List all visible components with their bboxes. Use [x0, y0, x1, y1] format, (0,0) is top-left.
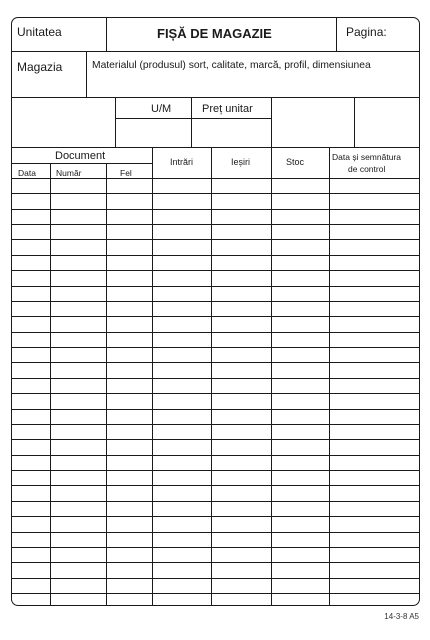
- ledger-row-line: [12, 362, 420, 363]
- column-line: [152, 147, 153, 606]
- ledger-row-line: [12, 193, 420, 194]
- table-header-bottom: [12, 178, 420, 179]
- grid-vline: [336, 18, 337, 51]
- ledger-row-line: [12, 286, 420, 287]
- ledger-row-line: [12, 239, 420, 240]
- table-header-top: [12, 147, 420, 148]
- um-label: U/M: [151, 103, 172, 115]
- unit-label: Unitatea: [17, 25, 62, 39]
- column-line: [211, 147, 212, 606]
- type-column-header: Fel: [120, 168, 132, 178]
- date-column-header: Data: [18, 168, 36, 178]
- entries-column-header: Intrări: [170, 157, 194, 167]
- ledger-row-line: [12, 332, 420, 333]
- exits-column-header: Ieșiri: [231, 157, 251, 167]
- column-line: [50, 163, 51, 606]
- column-line: [329, 147, 330, 606]
- form-title: FIȘĂ DE MAGAZIE: [157, 26, 272, 41]
- ledger-row-line: [12, 424, 420, 425]
- grid-vline: [86, 51, 87, 97]
- grid-vline: [115, 97, 116, 147]
- ledger-row-line: [12, 562, 420, 563]
- grid-hline: [115, 118, 271, 119]
- header-divider: [12, 51, 420, 52]
- ledger-row-line: [12, 347, 420, 348]
- material-row-divider: [12, 97, 420, 98]
- ledger-row-line: [12, 593, 420, 594]
- grid-vline: [354, 97, 355, 147]
- ledger-row-line: [12, 516, 420, 517]
- ledger-row-line: [12, 209, 420, 210]
- ledger-row-line: [12, 270, 420, 271]
- grid-hline: [12, 163, 152, 164]
- stock-column-header: Stoc: [286, 157, 305, 167]
- ledger-row-line: [12, 439, 420, 440]
- ledger-row-line: [12, 501, 420, 502]
- grid-vline: [271, 97, 272, 147]
- ledger-row-line: [12, 255, 420, 256]
- stock-card-form: [11, 17, 420, 606]
- grid-vline: [191, 97, 192, 147]
- warehouse-label: Magazia: [17, 60, 63, 74]
- grid-vline: [106, 18, 107, 51]
- control-column-header-line2: de control: [348, 164, 386, 174]
- document-group-header: Document: [55, 150, 106, 162]
- unit-price-label: Preț unitar: [202, 103, 253, 115]
- ledger-row-line: [12, 301, 420, 302]
- column-line: [271, 147, 272, 606]
- ledger-row-line: [12, 532, 420, 533]
- ledger-row-line: [12, 455, 420, 456]
- form-code: 14-3-8 A5: [384, 612, 419, 621]
- ledger-row-line: [12, 409, 420, 410]
- control-column-header-line1: Data și semnătura: [332, 152, 401, 162]
- column-line: [106, 163, 107, 606]
- ledger-row-line: [12, 578, 420, 579]
- ledger-row-line: [12, 393, 420, 394]
- material-label: Materialul (produsul) sort, calitate, marcă, profil, dimensiunea: [92, 60, 371, 71]
- number-column-header: Număr: [56, 168, 82, 178]
- page-label: Pagina:: [346, 25, 387, 39]
- ledger-row-line: [12, 224, 420, 225]
- ledger-row-line: [12, 316, 420, 317]
- ledger-row-line: [12, 470, 420, 471]
- ledger-row-line: [12, 485, 420, 486]
- ledger-row-line: [12, 378, 420, 379]
- ledger-row-line: [12, 547, 420, 548]
